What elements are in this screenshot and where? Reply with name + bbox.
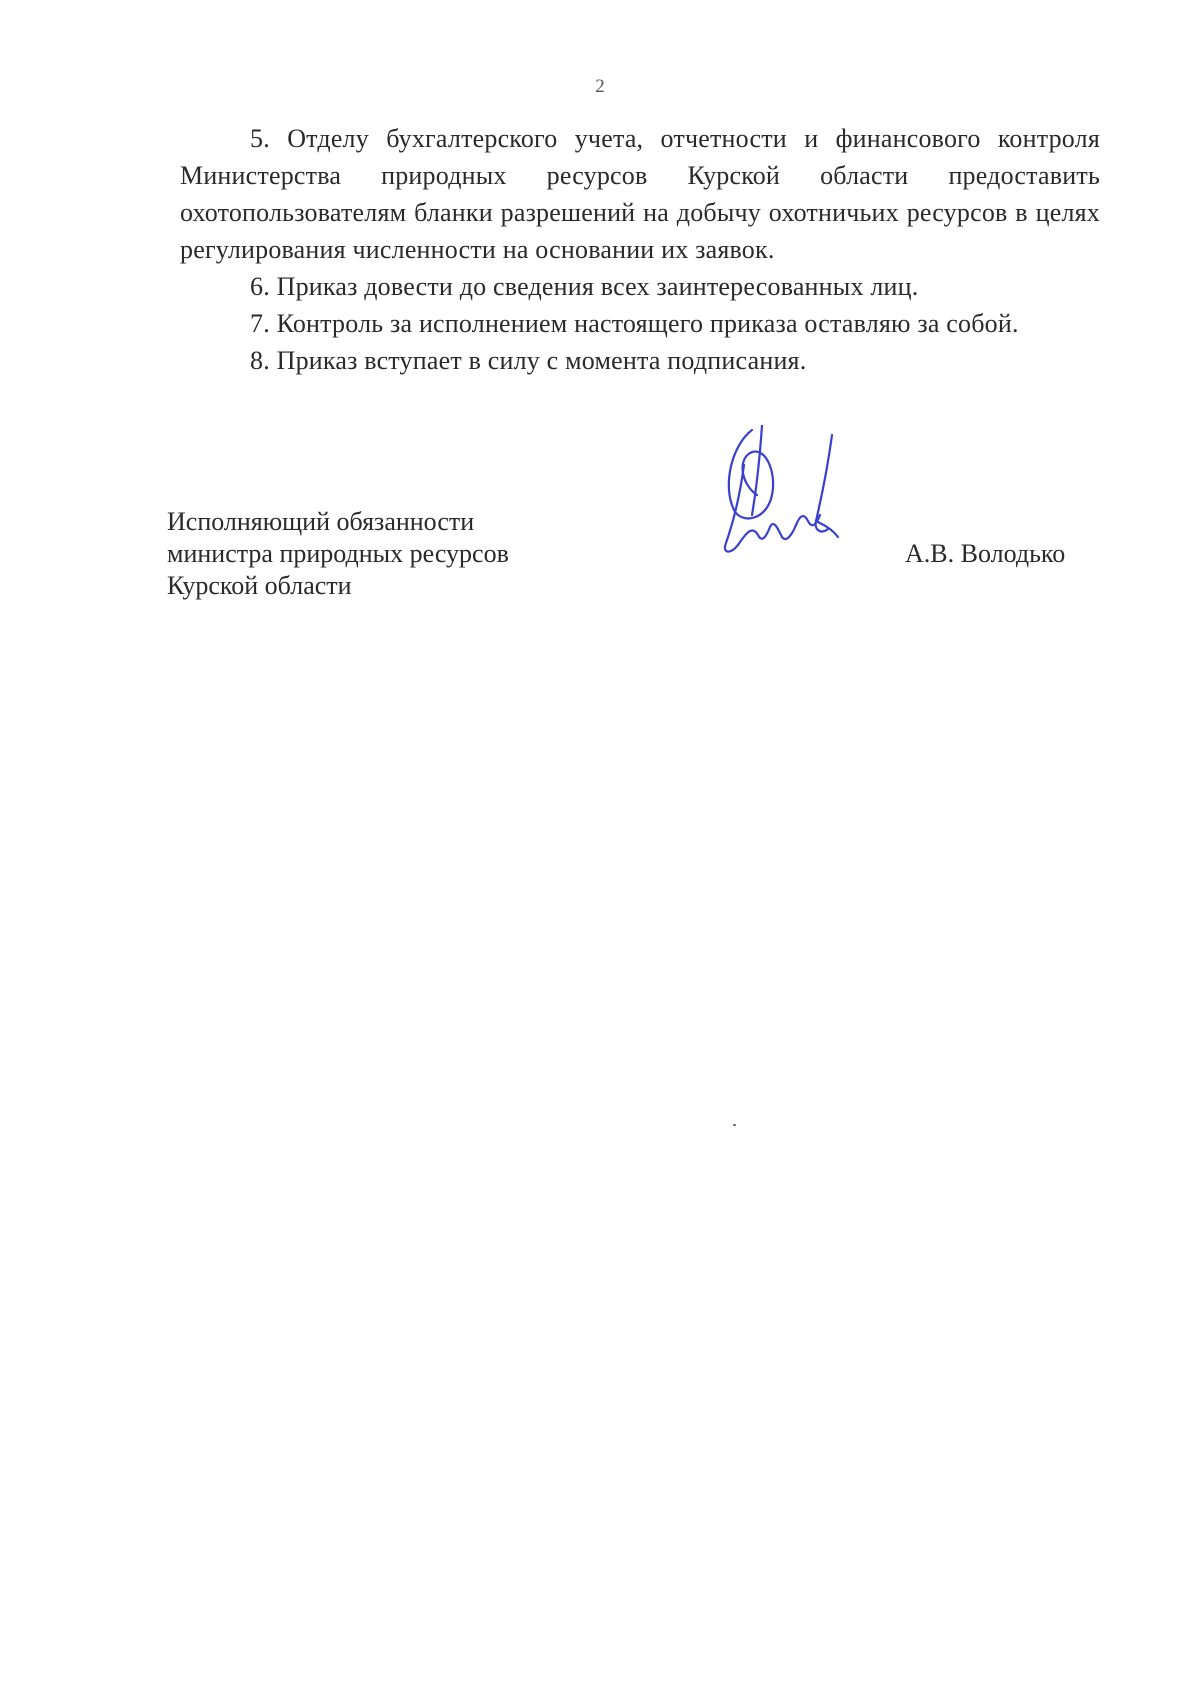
page-number: 2: [595, 76, 605, 97]
paragraph-7: 7. Контроль за исполнением настоящего приказа оставляю за собой.: [250, 309, 1019, 338]
paragraph-5: 5. Отделу бухгалтерского учета, отчетности и финансового контроля Министерства природных ресурсов Курской области предоставить охотопользователям бланки разрешений на добычу охотничьих ресурсов в целях регулирования численности на основании их заявок.: [180, 124, 1100, 264]
scan-speck: [733, 1124, 736, 1126]
signature-block: [0, 506, 1200, 626]
handwritten-signature: [712, 425, 862, 575]
signer-position-line-3: Курской области: [167, 571, 352, 600]
paragraph-6: 6. Приказ довести до сведения всех заинтересованных лиц.: [250, 272, 919, 301]
signer-name: А.В. Володько: [905, 539, 1066, 568]
signer-position-line-2: министра природных ресурсов: [167, 539, 509, 568]
signer-position: [167, 506, 509, 602]
signer-position-line-1: Исполняющий обязанности: [167, 507, 475, 536]
paragraph-8: 8. Приказ вступает в силу с момента подписания.: [250, 346, 807, 375]
document-body: [180, 120, 1100, 379]
